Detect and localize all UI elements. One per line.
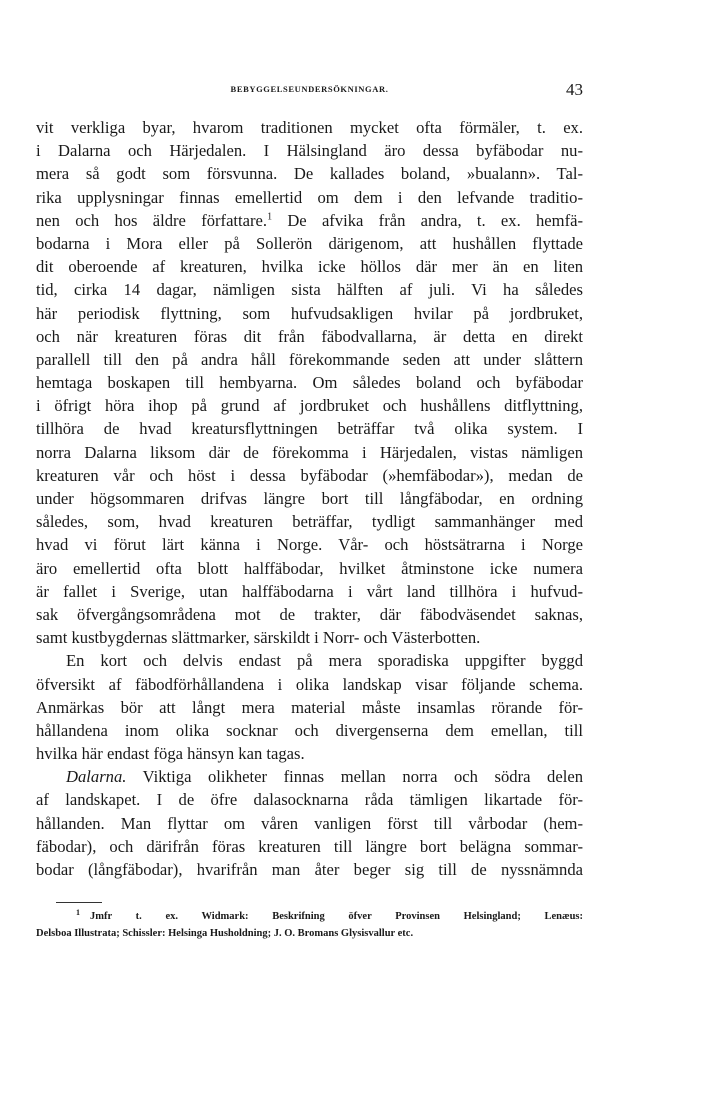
text-line: tid, cirka 14 dagar, nämligen sista hälften af juli. Vi ha således [36,280,583,300]
text-line: vit verkliga byar, hvarom traditionen mycket ofta förmäler, t. ex. [36,118,583,137]
text-fragment: Viktiga olikheter finnas mellan norra och södra delen [126,767,583,787]
page-number: 43 [566,80,583,99]
running-title: BEBYGGELSEUNDERSÖKNINGAR. [230,84,389,94]
paragraph [36,116,583,649]
text-line: således, som, hvad kreaturen beträffar, tydligt sammanhänger med [36,512,583,532]
text-fragment: De afvika från andra, t. ex. hemfä- [272,210,583,230]
text-line: dit oberoende af kreaturen, hvilka icke höllos där mer än en liten [36,257,583,277]
text-line: af landskapet. I de öfre dalasocknarna råda tämligen likartade för- [36,790,583,810]
text-fragment: nen och hos äldre författare. [36,210,268,230]
text-line: hvilka här endast föga hänsyn kan tagas. [36,744,305,764]
footnote [36,908,583,942]
text-line: samt kustbygdernas slättmarker, särskildt i Norr- och Västerbotten. [36,628,481,648]
footnote-divider [56,902,102,903]
text-line [36,209,583,232]
text-line: kreaturen vår och höst i dessa byfäbodar (»hemfäbodar»), medan de [36,465,583,485]
paragraph [36,765,583,881]
text-line: i öfrigt höra ihop på grund af jordbruket och hushållens ditflyttning, [36,396,583,416]
text-line: hvad vi förut lärt känna i Norge. Vår- och höstsätrarna i Norge [36,535,583,555]
text-line: Anmärkas bör att långt mera material måste insamlas rörande för- [36,697,583,717]
footnote-line [36,908,583,925]
text-line: hållandena inom olika socknar och divergenserna dem emellan, till [36,720,583,740]
text-line: tillhöra de hvad kreatursflyttningen beträffar två olika system. I [36,419,583,439]
footnote-line: Delsboa Illustrata; Schissler: Helsinga Husholdning; J. O. Bromans Glysisvallur etc. [36,928,414,939]
text-line: äro emellertid ofta blott halffäbodar, hvilket åtminstone icke numera [36,558,583,578]
footnote-text: Jmfr t. ex. Widmark: Beskrifning öfver Provinsen Helsingland; Lenæus: [90,911,583,922]
paragraph [36,649,583,765]
text-line: bodarna i Mora eller på Sollerön därigenom, att hushållen flyttade [36,233,583,253]
text-line: under högsommaren drifvas längre bort till långfäbodar, en ordning [36,489,583,508]
text-line: rika upplysningar finnas emellertid om dem i den lefvande traditio- [36,187,583,207]
text-line: öfversikt af fäbodförhållandena i olika landskap visar följande schema. [36,674,583,694]
text-line: En kort och delvis endast på mera sporadiska uppgifter byggd [66,651,583,671]
text-line: och när kreaturen föras dit från fäbodvallarna, är detta en direkt [36,326,583,346]
text-line: hållanden. Man flyttar om våren vanligen först till vårbodar (hem- [36,813,583,833]
footnote-mark: 1 [76,907,80,917]
text-line: hemtaga boskapen till hembyarna. Om således boland och byfäbodar [36,373,583,393]
text-line: norra Dalarna liksom där de förekomma i Härjedalen, vistas nämligen [36,442,583,462]
text-line: sak öfvergångsområdena mot de trakter, där fäbodväsendet saknas, [36,604,583,624]
text-line [36,765,583,788]
text-line: är fallet i Sverige, utan halffäbodarna i vårt land tillhöra i hufvud- [36,581,583,601]
page-header [36,80,583,104]
body-text [36,116,583,881]
text-line: fäbodar), och därifrån föras kreaturen till längre bort belägna sommar- [36,836,583,856]
text-line: mera så godt som försvunna. De kallades boland, »bualann». Tal- [36,164,583,184]
footnote-reference: 1 [267,211,273,223]
text-line: parallell till den på andra håll förekommande seden att under slåttern [36,349,583,369]
section-heading: Dalarna. [66,767,127,787]
text-line: här periodisk flyttning, som hufvudsakligen hvilar på jordbruket, [36,303,583,323]
text-line: i Dalarna och Härjedalen. I Hälsingland äro dessa byfäbodar nu- [36,141,583,161]
text-line: bodar (långfäbodar), hvarifrån man åter beger sig till de nyssnämnda [36,860,583,879]
